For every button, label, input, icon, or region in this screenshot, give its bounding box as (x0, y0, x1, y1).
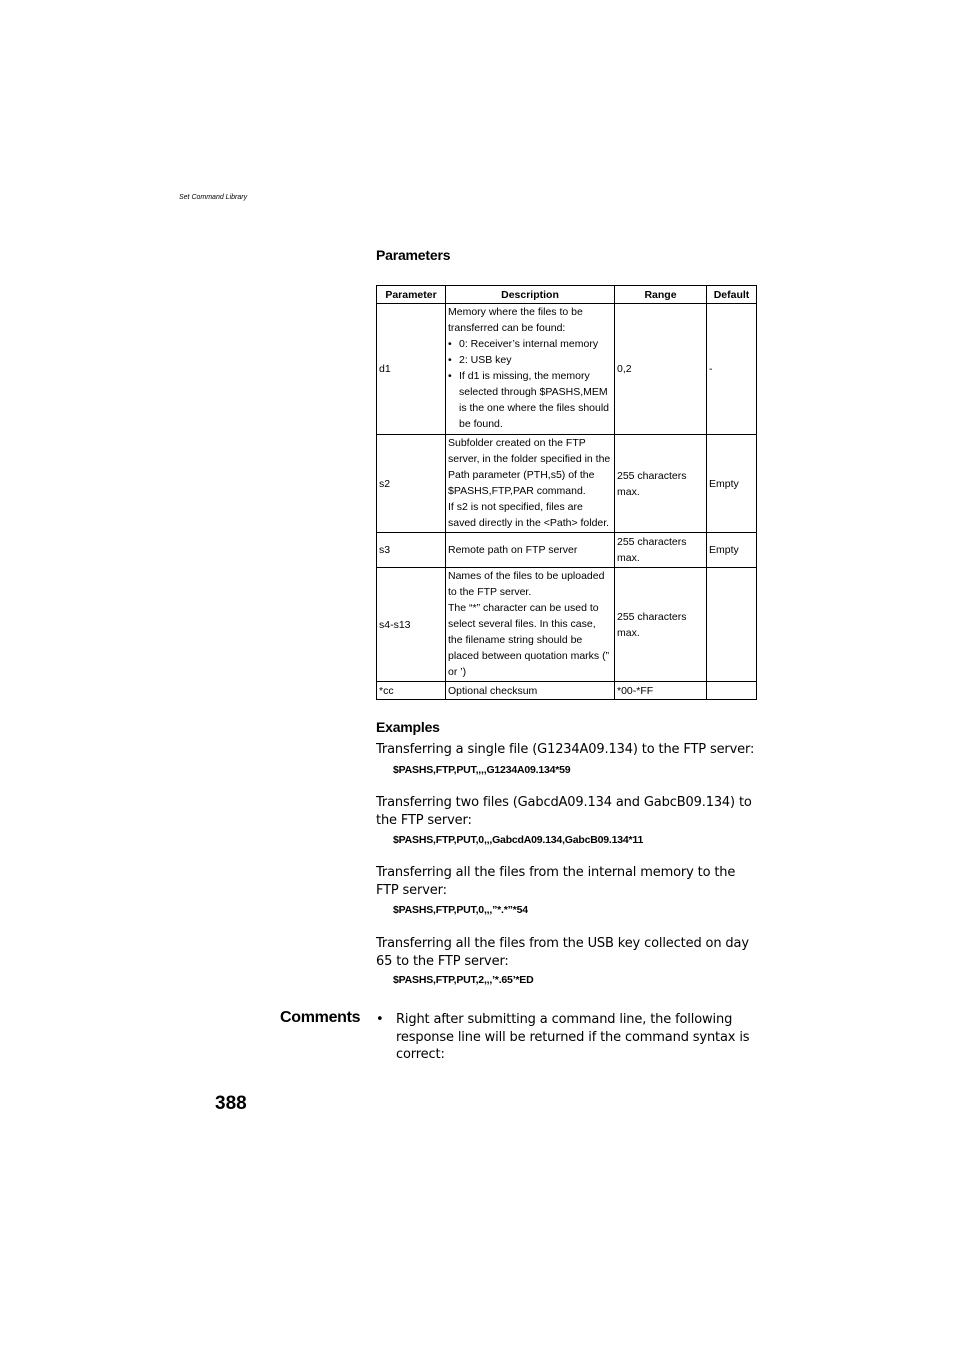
default-cell: Empty (707, 435, 757, 533)
parameter-cell: *cc (377, 682, 446, 700)
example-command: $PASHS,FTP,PUT,2,,,’*.65’*ED (393, 974, 534, 986)
parameter-cell: s4-s13 (377, 568, 446, 682)
table-header-row (377, 286, 757, 304)
bullet-text: If d1 is missing, the memory selected through $PASHS,MEM is the one where the files should be found. (459, 370, 610, 430)
description-bullet (448, 336, 612, 352)
parameters-heading: Parameters (376, 247, 451, 263)
comments-heading: Comments (280, 1009, 361, 1026)
running-header: Set Command Library (179, 194, 248, 201)
description-line: The “*” character can be used to select several files. In this case, the filename string should be placed between quotation marks (” or ’) (448, 602, 610, 678)
description-bullet (448, 352, 612, 368)
comment-bullet (376, 1011, 758, 1064)
description-line: Optional checksum (448, 684, 538, 697)
table-row (377, 682, 757, 700)
table-row (377, 304, 757, 435)
range-cell: 255 characters max. (615, 533, 707, 568)
range-cell: 255 characters max. (615, 568, 707, 682)
example-command: $PASHS,FTP,PUT,,,,G1234A09.134*59 (393, 764, 571, 776)
example-description: Transferring all the files from the internal memory to the FTP server: (376, 865, 736, 898)
column-header: Parameter (377, 286, 446, 304)
description-line: If s2 is not specified, files are saved directly in the <Path> folder. (448, 501, 610, 529)
bullet-icon: • (448, 370, 452, 382)
default-cell: - (707, 304, 757, 435)
example-description: Transferring all the files from the USB key collected on day 65 to the FTP server: (376, 936, 749, 969)
range-cell: 0,2 (615, 304, 707, 435)
description-cell (446, 568, 615, 682)
description-line: Remote path on FTP server (448, 544, 578, 556)
example-command: $PASHS,FTP,PUT,0,,,GabcdA09.134,GabcB09.134*11 (393, 834, 644, 846)
table-row (377, 435, 757, 533)
default-cell (707, 568, 757, 682)
table-row (377, 533, 757, 568)
description-bullet (448, 368, 612, 432)
parameters-table (376, 285, 757, 700)
column-header: Description (446, 286, 615, 304)
column-header: Default (707, 286, 757, 304)
range-cell: 255 characters max. (615, 435, 707, 533)
bullet-icon: • (376, 1012, 384, 1027)
range-cell: *00-*FF (615, 682, 707, 700)
page-number: 388 (215, 1093, 247, 1114)
table-row (377, 568, 757, 682)
example-description: Transferring two files (GabcdA09.134 and GabcB09.134) to the FTP server: (376, 795, 752, 828)
bullet-text: 2: USB key (459, 354, 512, 366)
parameter-cell: d1 (377, 304, 446, 435)
description-cell (446, 304, 615, 435)
parameter-cell: s2 (377, 435, 446, 533)
parameter-cell: s3 (377, 533, 446, 568)
description-cell (446, 533, 615, 568)
description-line: Subfolder created on the FTP server, in the folder specified in the Path parameter (PTH,s5) of the $PASHS,FTP,PAR command. (448, 437, 611, 497)
description-cell (446, 682, 615, 700)
example-command: $PASHS,FTP,PUT,0,,,”*.*”*54 (393, 904, 528, 916)
default-cell (707, 682, 757, 700)
bullet-icon: • (448, 354, 452, 366)
comment-text: Right after submitting a command line, the following response line will be returned if the command syntax is correct: (396, 1012, 750, 1062)
bullet-text: 0: Receiver’s internal memory (459, 338, 599, 350)
description-cell (446, 435, 615, 533)
description-line: Names of the files to be uploaded to the FTP server. (448, 570, 605, 598)
example-description: Transferring a single file (G1234A09.134) to the FTP server: (376, 742, 755, 757)
examples-heading: Examples (376, 719, 440, 735)
column-header: Range (615, 286, 707, 304)
default-cell: Empty (707, 533, 757, 568)
description-bullet-list (448, 336, 612, 432)
bullet-icon: • (448, 338, 452, 350)
description-line: Memory where the files to be transferred can be found: (448, 306, 583, 334)
